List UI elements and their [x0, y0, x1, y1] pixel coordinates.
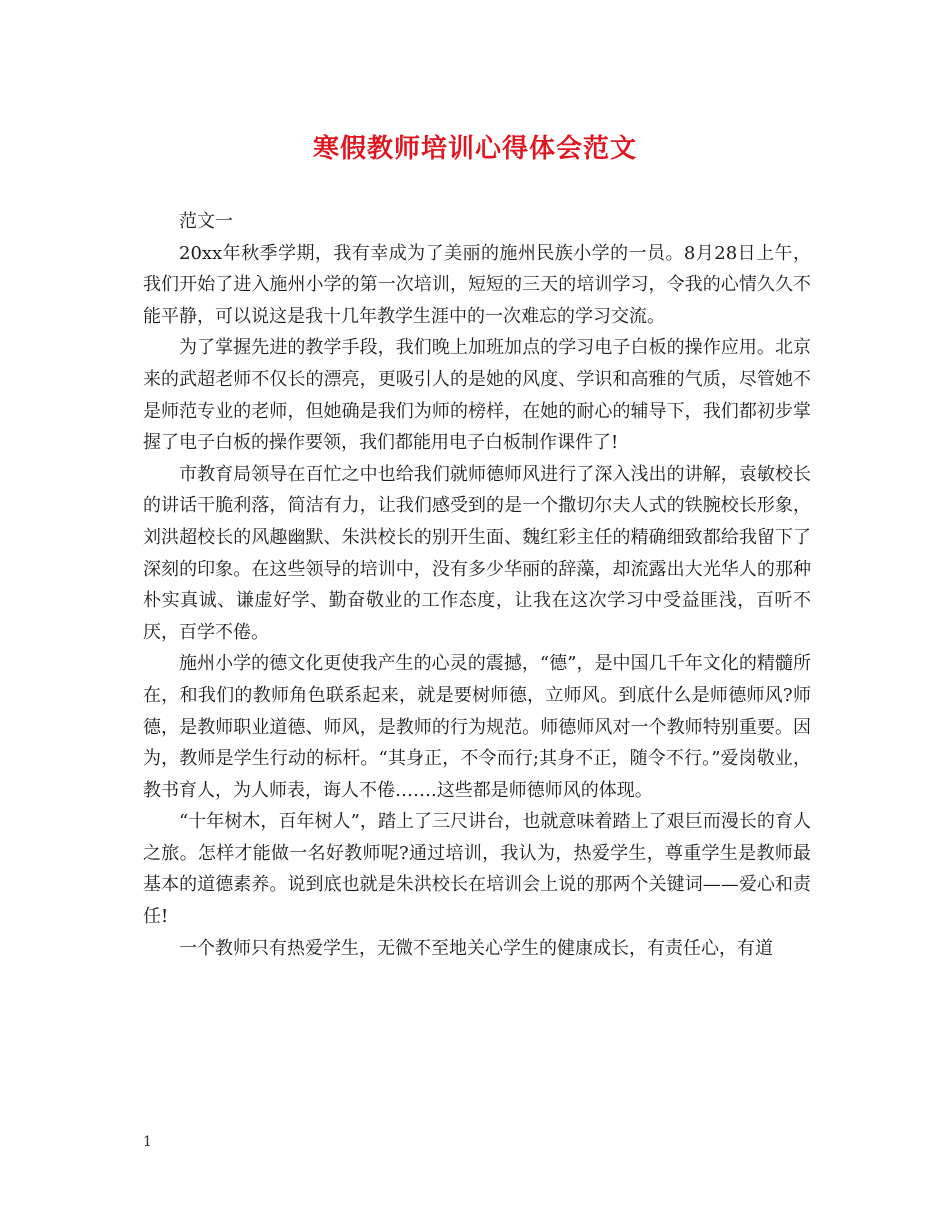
paragraph: 市教育局领导在百忙之中也给我们就师德师风进行了深入浅出的讲解，袁敏校长的讲话干脆利落，简洁有力，让我们感受到的是一个撒切尔夫人式的铁腕校长形象，刘洪超校长的风趣幽默、朱洪校长的别开生面、魏红彩主任的精确细致都给我留下了深刻的印象。在这些领导的培训中，没有多少华丽的辞藻，却流露出大光华人的那种朴实真诚、谦虚好学、勤奋敬业的工作态度，让我在这次学习中受益匪浅，百听不厌，百学不倦。	[143, 463, 811, 643]
paragraph: 为了掌握先进的教学手段，我们晚上加班加点的学习电子白板的操作应用。北京来的武超老师不仅长的漂亮，更吸引人的是她的风度、学识和高雅的气质，尽管她不是师范专业的老师，但她确是我们为师的榜样，在她的耐心的辅导下，我们都初步掌握了电子白板的操作要领，我们都能用电子白板制作课件了!	[143, 337, 811, 454]
paragraph: 施州小学的德文化更使我产生的心灵的震撼，“德”，是中国几千年文化的精髓所在，和我们的教师角色联系起来，就是要树师德，立师风。到底什么是师德师风?师德，是教师职业道德、师风，是教师的行为规范。师德师风对一个教师特别重要。因为，教师是学生行动的标杆。“其身正，不令而行;其身不正，随令不行。”爱岗敬业，教书育人，为人师表，诲人不倦…….这些都是师德师风的体现。	[143, 653, 811, 801]
document-body	[143, 206, 811, 964]
page-number: 1	[143, 1134, 152, 1150]
paragraph: 20xx年秋季学期，我有幸成为了美丽的施州民族小学的一员。8月28日上午，我们开始了进入施州小学的第一次培训，短短的三天的培训学习，令我的心情久久不能平静，可以说这是我十几年教学生涯中的一次难忘的学习交流。	[143, 242, 811, 327]
paragraph: 一个教师只有热爱学生，无微不至地关心学生的健康成长，有责任心，有道	[179, 937, 773, 959]
paragraph-heading: 范文一	[179, 211, 233, 232]
document-title: 寒假教师培训心得体会范文	[312, 134, 637, 164]
paragraph: “十年树木，百年树人”，踏上了三尺讲台，也就意味着踏上了艰巨而漫长的育人之旅。怎样才能做一名好教师呢?通过培训，我认为，热爱学生，尊重学生是教师最基本的道德素养。说到底也就是朱洪校长在培训会上说的那两个关键词——爱心和责任!	[143, 811, 811, 928]
